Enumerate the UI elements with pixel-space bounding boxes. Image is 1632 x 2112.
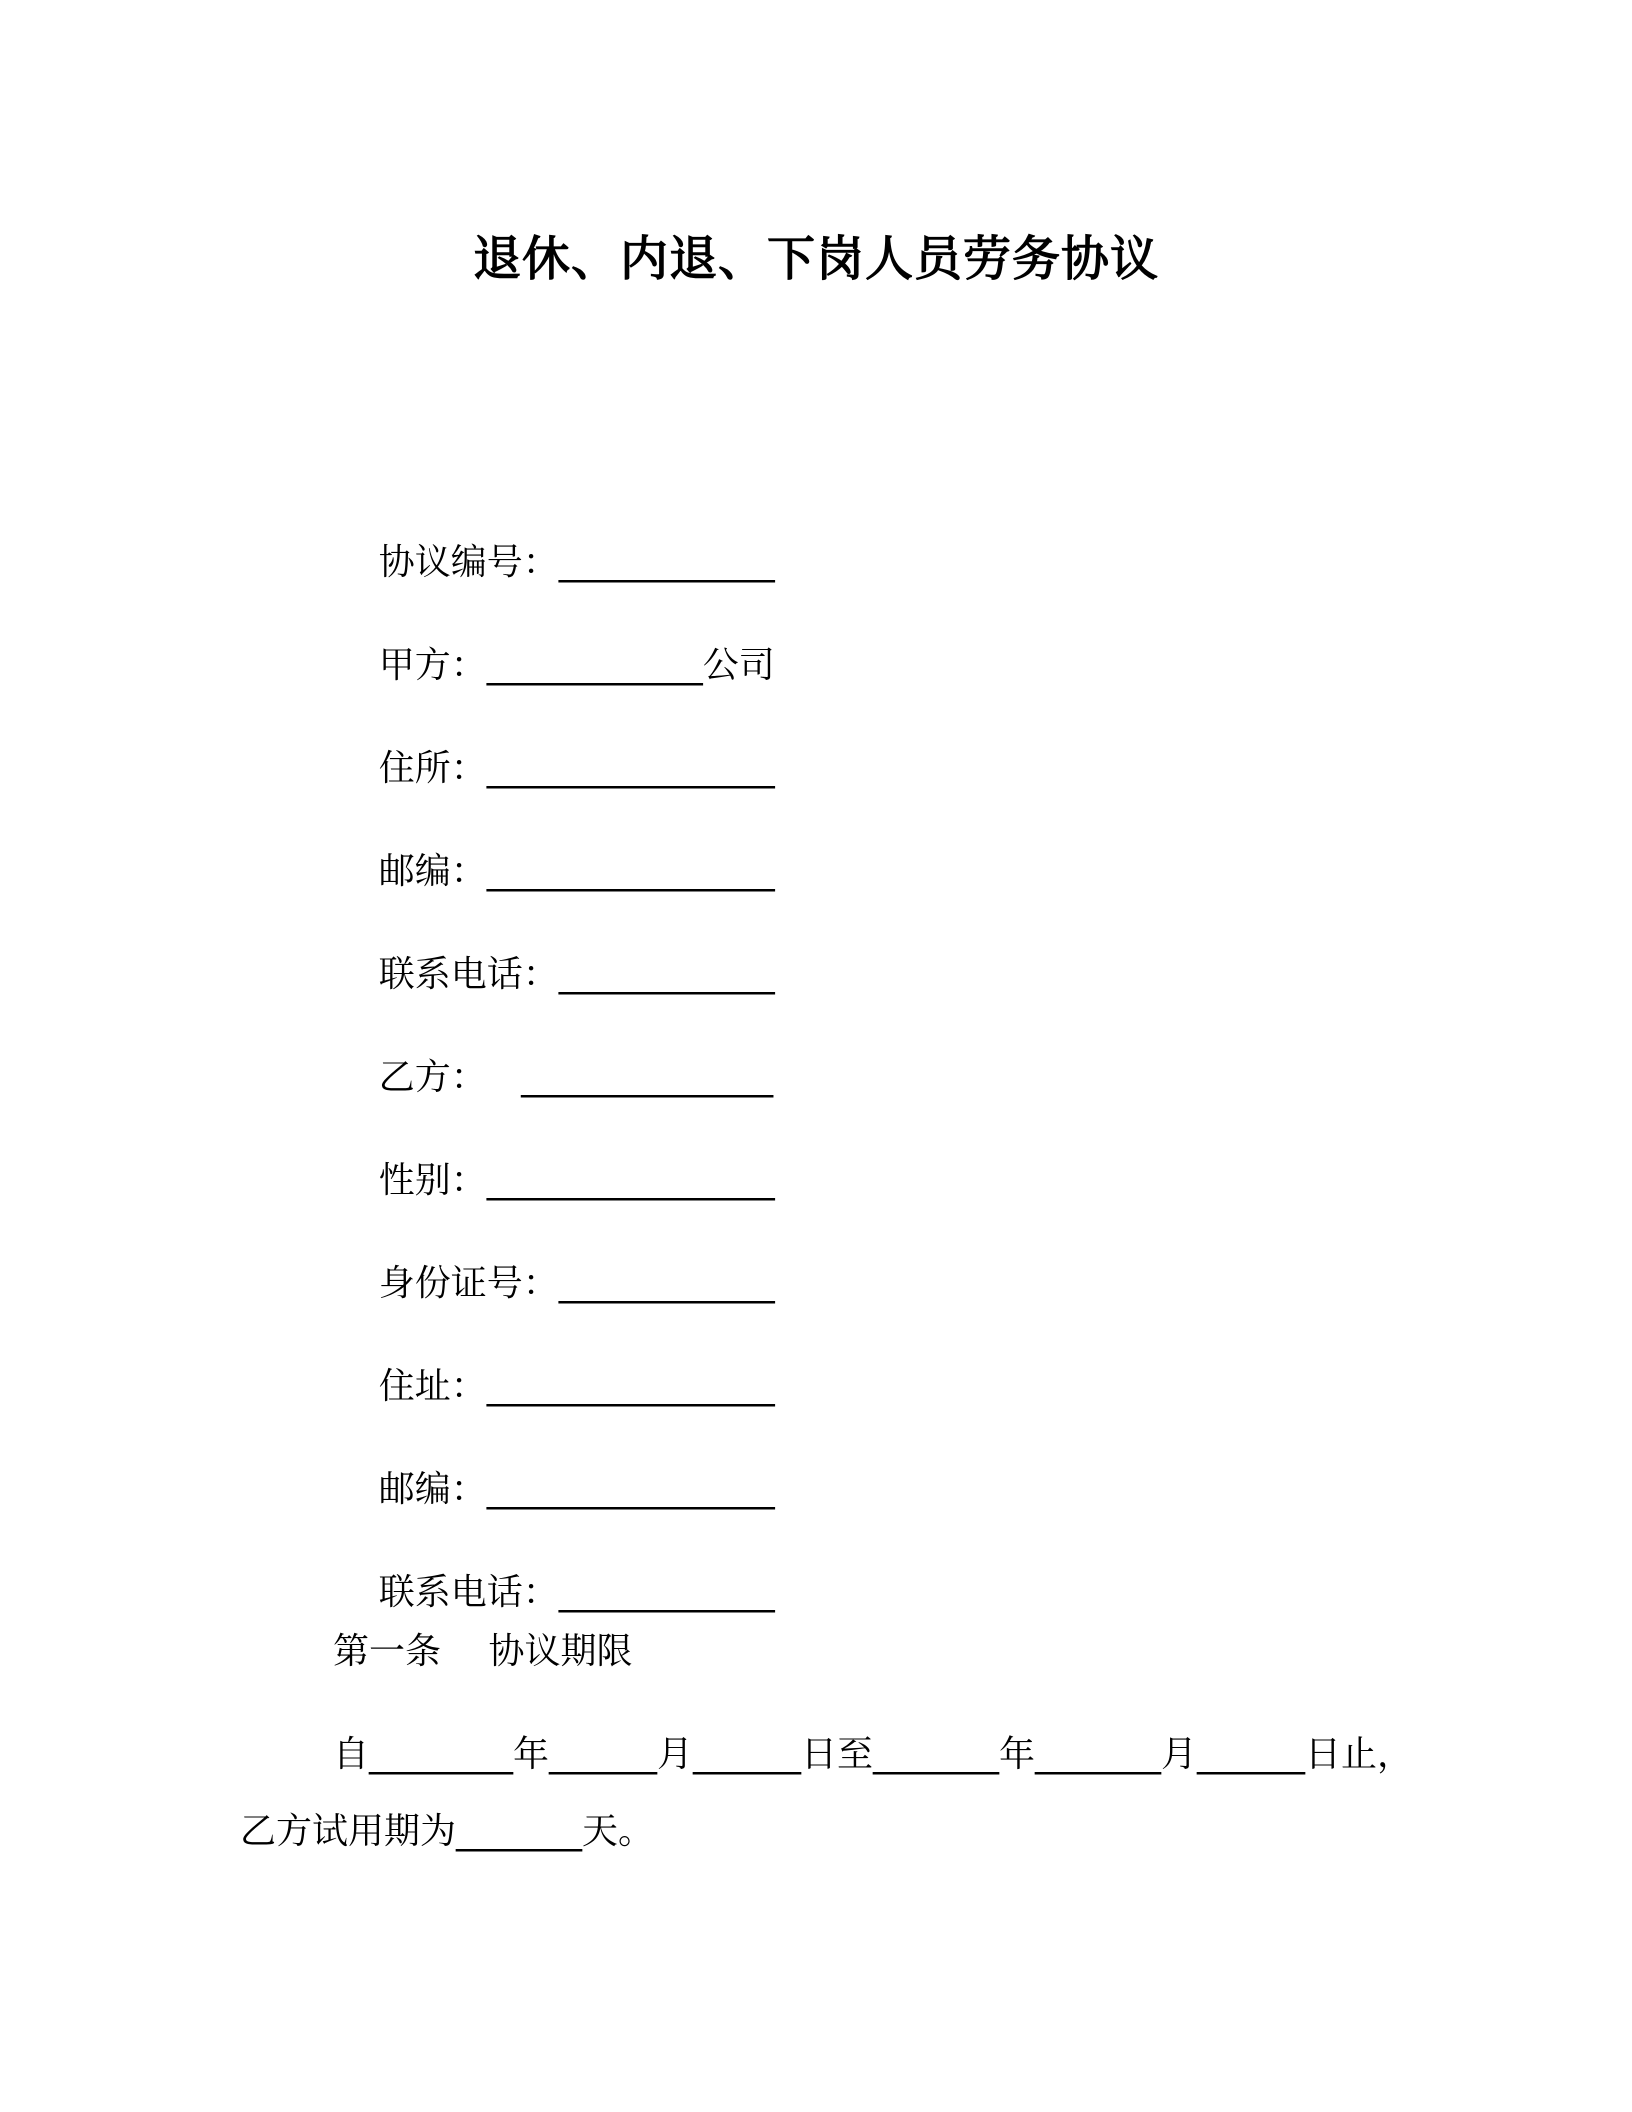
field-label: 性别： bbox=[378, 1160, 487, 1201]
field-suffix: 公司 bbox=[702, 645, 775, 686]
field-label: 住址： bbox=[378, 1366, 487, 1407]
field-label: 邮编： bbox=[378, 851, 487, 892]
field-blank: ____________ bbox=[558, 542, 775, 583]
field-label: 联系电话： bbox=[378, 954, 559, 995]
field-blank: ____________ bbox=[558, 1263, 775, 1304]
field-blank: ________________ bbox=[486, 1366, 775, 1407]
field-label: 身份证号： bbox=[378, 1263, 559, 1304]
field-label: 邮编： bbox=[378, 1469, 487, 1510]
field-label: 联系电话： bbox=[378, 1572, 559, 1613]
article-1-probation-line: 乙方试用期为_______天。 bbox=[240, 1811, 655, 1852]
field-label: 乙方： bbox=[378, 1057, 487, 1098]
field-label: 协议编号： bbox=[378, 542, 559, 583]
article-1-term-line: 自________年______月______日至_______年_______月______日止， bbox=[333, 1734, 1413, 1775]
field-blank: ____________ bbox=[558, 954, 775, 995]
field-blank: ______________ bbox=[486, 1057, 774, 1098]
document-title: 退休、内退、下岗人员劳务协议 bbox=[472, 231, 1159, 287]
field-label: 甲方： bbox=[378, 645, 487, 686]
field-blank: ____________ bbox=[486, 645, 703, 686]
article-1-heading: 第一条 协议期限 bbox=[333, 1631, 633, 1672]
field-blank: ________________ bbox=[486, 1469, 775, 1510]
field-label: 住所： bbox=[378, 748, 487, 789]
field-blank: ____________ bbox=[558, 1572, 775, 1613]
field-blank: ________________ bbox=[486, 851, 775, 892]
field-blank: ________________ bbox=[486, 1160, 775, 1201]
field-blank: ________________ bbox=[486, 748, 775, 789]
